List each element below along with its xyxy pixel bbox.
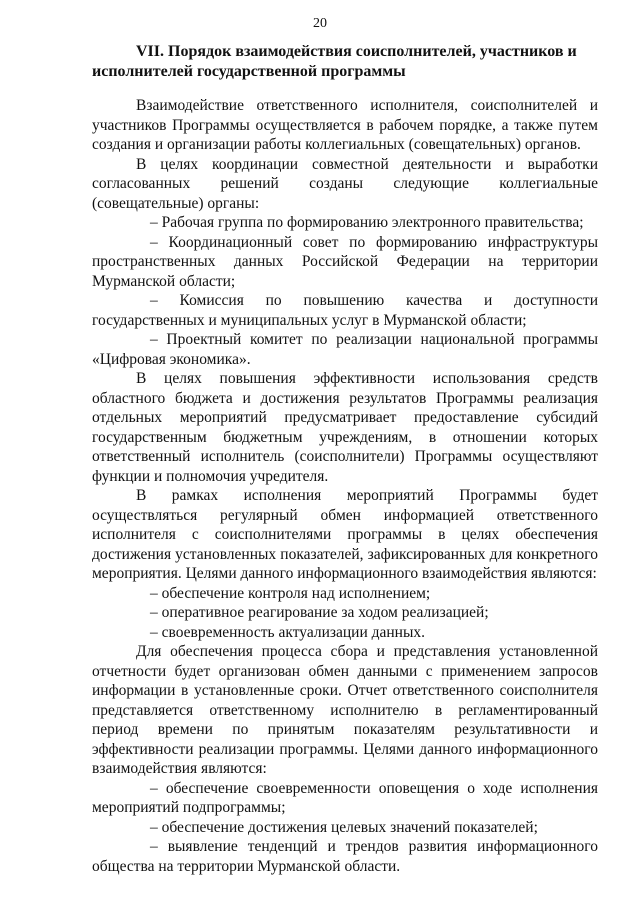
document-body [92, 96, 598, 876]
list-item: – Проектный комитет по реализации национальной программы «Цифровая экономика». [92, 331, 598, 368]
list-item: – обеспечение своевременности оповещения о ходе исполнения мероприятий подпрограммы; [92, 779, 598, 816]
paragraph: Взаимодействие ответственного исполнителя, соисполнителей и участников Программы осуществляется в рабочем порядке, а также путем создания и организации работы коллегиальных (совещательных) органов. [92, 97, 598, 153]
list-item: – обеспечение достижения целевых значений показателей; [150, 818, 538, 836]
section-title: VII. Порядок взаимодействия соисполнителей, участников и исполнителей государственной программы [92, 43, 577, 80]
paragraph: Для обеспечения процесса сбора и представления установленной отчетности будет организован обмен данными с применением запросов информации в установленные сроки. Отчет ответственного соисполнителя представляется ответственному исполнителю в регламентированный период времени по принятым показателям результативности и эффективности реализации программы. Целями данного информационного взаимодействия являются: [92, 643, 598, 777]
list-item: – оперативное реагирование за ходом реализацией; [150, 604, 489, 621]
list-item: – Координационный совет по формированию инфраструктуры пространственных данных Российской Федерации на территории Мурманской области; [92, 233, 598, 290]
list-item: – Комиссия по повышению качества и доступности государственных и муниципальных услуг в Мурманской области; [92, 292, 598, 329]
list-item: – своевременность актуализации данных. [150, 623, 426, 641]
paragraph: В рамках исполнения мероприятий Программы будет осуществляться регулярный обмен информацией ответственного исполнителя с соисполнителями программы в целях обеспечения достижения установленных показателей, зафиксированных для конкретного мероприятия. Целями данного информационного взаимодействия являются: [92, 487, 598, 582]
paragraph: В целях координации совместной деятельности и выработки согласованных решений созданы следующие коллегиальные (совещательные) органы: [92, 155, 598, 212]
list-item: – выявление тенденций и трендов развития информационного общества на территории Мурманской области. [92, 838, 598, 875]
page-number: 20 [313, 16, 327, 31]
list-item: – обеспечение контроля над исполнением; [150, 584, 431, 602]
paragraph: В целях повышения эффективности использования средств областного бюджета и достижения результатов Программы реализация отдельных мероприятий предусматривает предоставление субсидий государственным бюджетным учреждениям, в отношении которых ответственный исполнитель (соисполнители) Программы осуществляют функции и полномочия учредителя. [92, 370, 598, 485]
list-item: – Рабочая группа по формированию электронного правительства; [150, 214, 584, 231]
